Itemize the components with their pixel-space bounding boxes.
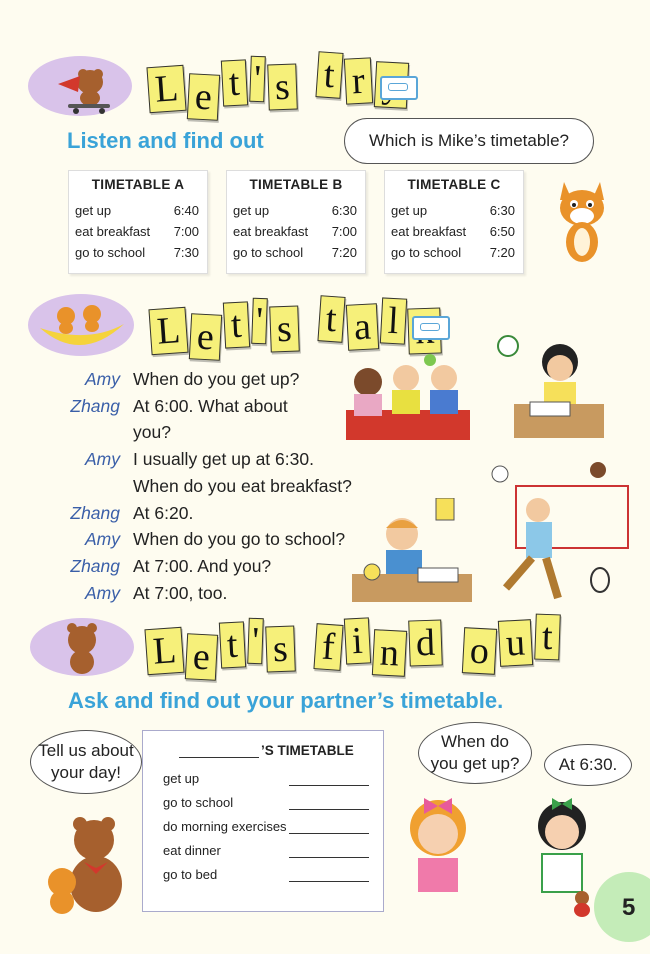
heading-letter: t: [534, 614, 560, 661]
speaker-name: Amy: [85, 582, 120, 603]
timetable-row: eat breakfast 7:00: [75, 224, 199, 239]
heading-letter: d: [408, 619, 443, 666]
bubble-text: When do you get up?: [430, 732, 520, 773]
form-row: go to bed: [163, 867, 369, 882]
timetable-row: go to school 7:30: [75, 245, 199, 260]
partner-timetable-form: [142, 730, 384, 912]
answer-blank[interactable]: [289, 843, 369, 858]
timetable-row: get up 6:30: [391, 203, 515, 218]
small-bear-icon: [568, 888, 596, 918]
heading-letter: t: [316, 51, 344, 99]
heading-letter: o: [461, 627, 496, 675]
speaker-name: Amy: [85, 529, 120, 550]
heading-letter: l: [380, 297, 407, 344]
timetable-card: [68, 170, 208, 274]
lets-talk-heading: [150, 294, 444, 360]
form-row: get up: [163, 771, 369, 786]
heading-letter: t: [318, 295, 346, 343]
speaker-name: Amy: [85, 449, 120, 470]
section-title: Ask and find out your partner’s timetable.: [68, 688, 504, 713]
form-title: ’S TIMETABLE: [179, 743, 354, 758]
heading-letter: i: [344, 617, 371, 664]
dialogue-text: When do you go to school?: [133, 529, 346, 550]
heading-letter: s: [267, 64, 297, 111]
heading-letter: f: [314, 623, 344, 671]
bear-squirrel-illustration: [42, 812, 134, 914]
heading-letter: a: [346, 303, 379, 351]
heading-letter: s: [265, 626, 295, 673]
heading-letter: t: [221, 59, 248, 106]
squirrel-illustration: [552, 170, 612, 266]
cassette-icon[interactable]: [412, 316, 450, 340]
dialogue-text: I usually get up at 6:30.: [133, 449, 314, 470]
answer-blank[interactable]: [289, 771, 369, 786]
heading-letter: L: [146, 65, 186, 113]
speaker-name: Zhang: [70, 555, 120, 576]
speaker-name: Amy: [85, 369, 120, 389]
answer-blank[interactable]: [289, 867, 369, 882]
boy-writing-illustration: [352, 498, 472, 602]
heading-letter: s: [269, 306, 299, 353]
section-title: Listen and find out: [67, 128, 264, 153]
lets-find-out-heading: [146, 614, 562, 680]
girl-bow-illustration: [398, 792, 474, 892]
heading-letter: ': [247, 618, 263, 664]
bubble-text: Tell us about your day!: [38, 741, 134, 782]
speech-bubble: [544, 744, 632, 786]
speaker-name: Zhang: [70, 395, 120, 416]
dialogue-text: At 6:00. What about: [133, 395, 288, 416]
timetable-card: [226, 170, 366, 274]
page-number-badge: [594, 872, 650, 942]
badminton-illustration: [486, 458, 634, 606]
bubble-text: Which is Mike’s timetable?: [369, 131, 569, 150]
dialogue-text: you?: [133, 422, 171, 443]
heading-letter: ': [251, 298, 267, 344]
name-blank[interactable]: [179, 743, 259, 758]
lets-try-heading: [148, 52, 411, 120]
form-row: eat dinner: [163, 843, 369, 858]
squirrels-moon-illustration: [28, 294, 134, 356]
dialogue-text: At 6:20.: [133, 502, 194, 523]
timetable-row: eat breakfast 7:00: [233, 224, 357, 239]
timetable-row: eat breakfast 6:50: [391, 224, 515, 239]
timetable-row: go to school 7:20: [391, 245, 515, 260]
timetable-row: get up 6:40: [75, 203, 199, 218]
dialogue-text: At 7:00. And you?: [133, 555, 272, 576]
girl-pigtails-illustration: [522, 792, 600, 894]
answer-blank[interactable]: [289, 819, 369, 834]
bear-illustration: [30, 618, 134, 676]
heading-letter: n: [371, 629, 406, 677]
form-row: go to school: [163, 795, 369, 810]
timetable-card: [384, 170, 524, 274]
heading-letter: t: [223, 301, 250, 348]
heading-letter: L: [148, 307, 188, 355]
timetable-title: TIMETABLE C: [407, 177, 501, 192]
timetable-row: get up 6:30: [233, 203, 357, 218]
answer-blank[interactable]: [289, 795, 369, 810]
bear-skateboard-illustration: [28, 56, 132, 116]
speaker-name: Zhang: [70, 502, 120, 523]
timetable-title: TIMETABLE A: [91, 177, 185, 192]
heading-letter: u: [497, 619, 532, 667]
heading-letter: L: [144, 627, 184, 675]
bubble-text: At 6:30.: [558, 755, 618, 774]
heading-letter: t: [219, 621, 246, 668]
dialogue-text: When do you eat breakfast?: [133, 475, 352, 496]
timetable-title: TIMETABLE B: [249, 177, 343, 192]
speech-bubble: [418, 722, 532, 784]
breakfast-table-illustration: [346, 352, 470, 440]
form-row: do morning exercises: [163, 819, 369, 834]
heading-letter: e: [185, 633, 218, 681]
heading-letter: ': [249, 56, 265, 102]
heading-letter: e: [189, 313, 222, 361]
timetable-row: go to school 7:20: [233, 245, 357, 260]
page-number: 5: [622, 894, 636, 921]
dialogue-text: At 7:00, too.: [133, 582, 228, 603]
cassette-icon[interactable]: [380, 76, 418, 100]
girl-reading-illustration: [494, 332, 606, 440]
speech-bubble: [344, 118, 594, 164]
heading-letter: e: [187, 73, 220, 121]
speech-bubble: [30, 730, 142, 794]
heading-letter: r: [344, 57, 373, 104]
dialogue-text: When do you get up?: [133, 369, 300, 389]
